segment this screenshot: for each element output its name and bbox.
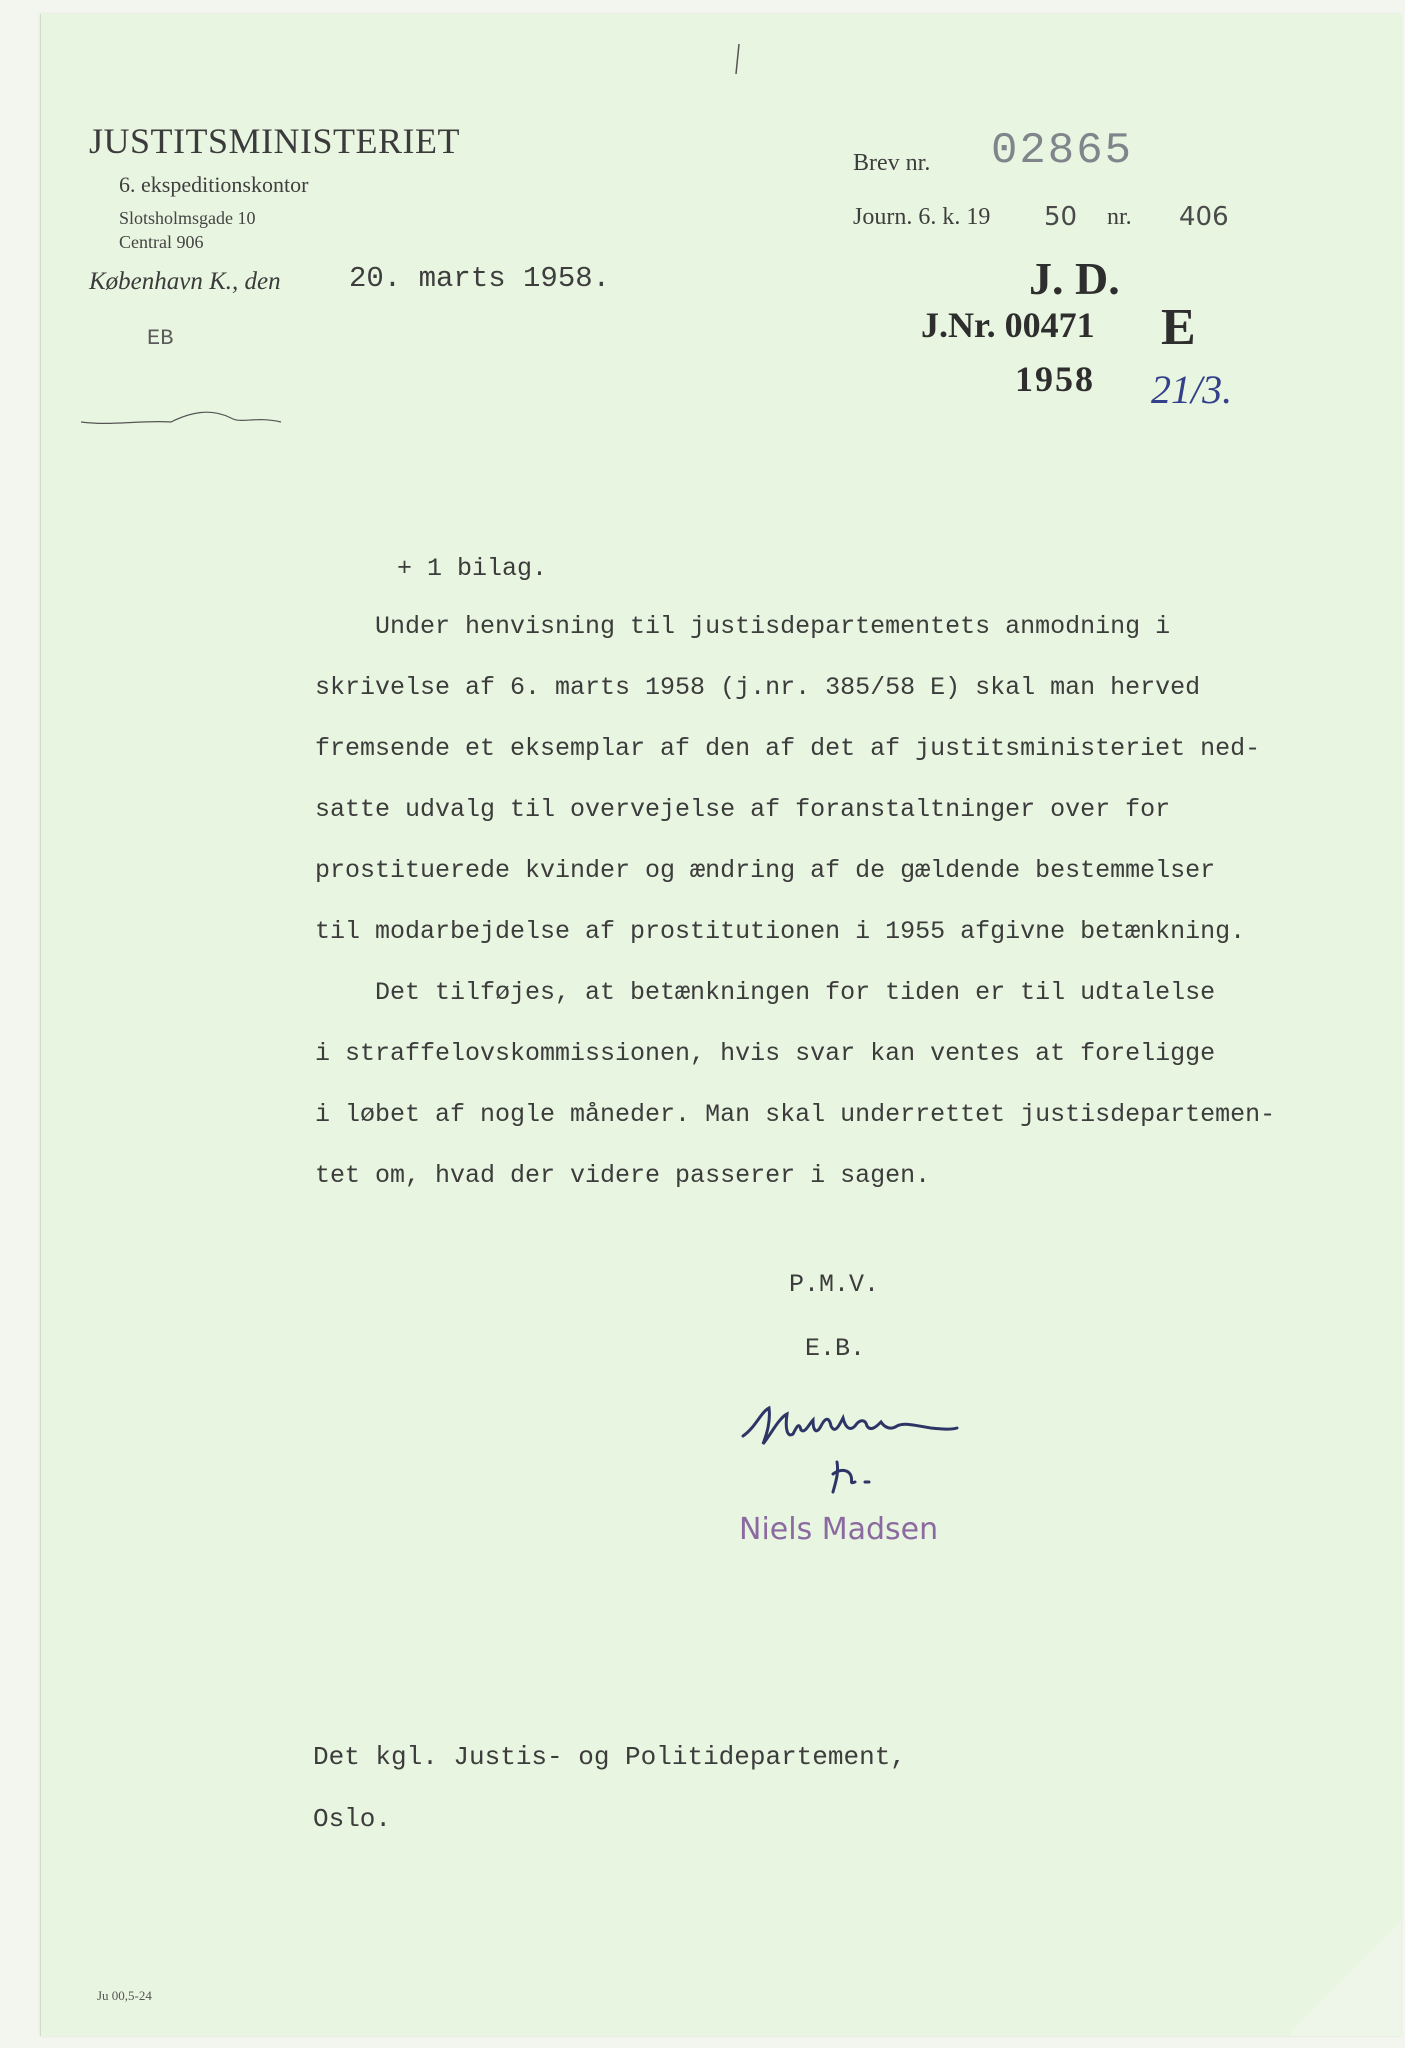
body-line: til modarbejdelse af prostitutionen i 1955 afgivne betænkning. xyxy=(315,917,1246,946)
handwritten-date: 21/3. xyxy=(1151,367,1233,412)
body-line: Under henvisning til justisdepartementets anmodning i xyxy=(315,612,1171,641)
body-line: prostituerede kvinder og ændring af de gældende bestemmelser xyxy=(315,856,1216,885)
street-address: Slotsholmsgade 10 xyxy=(119,208,256,228)
body-line: satte udvalg til overvejelse af foranstaltninger over for xyxy=(315,795,1171,824)
recipient-line-2: Oslo. xyxy=(313,1804,392,1834)
brev-label: Brev nr. xyxy=(853,150,931,176)
body-line: Det tilføjes, at betænkningen for tiden er til udtalelse xyxy=(315,978,1216,1007)
journal-label: Journ. 6. k. 19 xyxy=(853,204,991,230)
office-name: 6. ekspeditionskontor xyxy=(119,172,309,197)
journal-year: 50 xyxy=(1044,202,1078,232)
stamp-letter: E xyxy=(1161,299,1196,356)
jd-stamp: J. D. xyxy=(1029,253,1120,304)
enclosure-note: + 1 bilag. xyxy=(397,554,548,583)
jnr-stamp: J.Nr. 00471 xyxy=(921,305,1095,345)
letter-sheet xyxy=(40,14,1401,2036)
letter-date: 20. marts 1958. xyxy=(349,262,611,295)
scribble-line xyxy=(81,402,291,432)
phone-number: Central 906 xyxy=(119,232,204,252)
stamp-year: 1958 xyxy=(1015,359,1095,399)
body-line: fremsende et eksemplar af den af det af justitsministeriet ned- xyxy=(315,734,1261,763)
pencil-mark xyxy=(733,44,743,74)
ministry-name: JUSTITSMINISTERIET xyxy=(89,121,460,161)
handwritten-signature xyxy=(741,1404,1021,1514)
initials: EB xyxy=(147,326,174,351)
recipient-line-1: Det kgl. Justis- og Politidepartement, xyxy=(313,1742,906,1772)
body-line: tet om, hvad der videre passerer i sagen. xyxy=(315,1161,931,1190)
pmv-closing: P.M.V. xyxy=(789,1270,880,1299)
folded-corner xyxy=(1291,1916,1401,2036)
eb-closing: E.B. xyxy=(805,1334,866,1363)
body-line: skrivelse af 6. marts 1958 (j.nr. 385/58 E) skal man herved xyxy=(315,673,1201,702)
body-line: i straffelovskommissionen, hvis svar kan ventes at foreligge xyxy=(315,1039,1216,1068)
journal-nr-value: 406 xyxy=(1179,202,1229,232)
body-line: i løbet af nogle måneder. Man skal underrettet justisdepartemen- xyxy=(315,1100,1276,1129)
city-date-prefix: København K., den xyxy=(89,268,281,295)
form-code: Ju 00,5-24 xyxy=(97,1988,152,2003)
name-stamp: Niels Madsen xyxy=(739,1512,939,1547)
brev-number: 02865 xyxy=(991,126,1134,176)
journal-nr-label: nr. xyxy=(1107,204,1132,230)
